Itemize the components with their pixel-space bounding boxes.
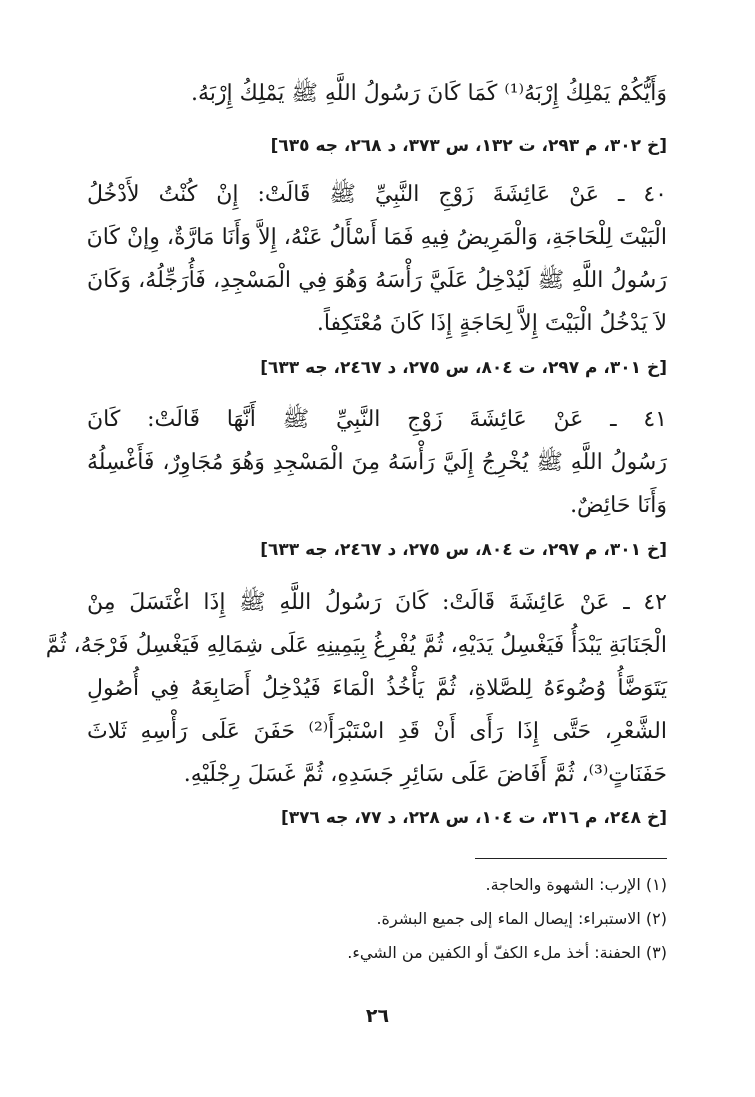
text-line: ٤٠ ـ عَنْ عَائِشَةَ زَوْجِ النَّبِيِّ ﷺ قَالَتْ: إِنْ كُنْتُ لأَدْخُلُ: [87, 182, 667, 207]
text-line: وَأَيُّكُمْ يَمْلِكُ إِرْبَهُ⁽¹⁾ كَمَا كَانَ رَسُولُ اللَّهِ ﷺ يَمْلِكُ إِرْبَهُ.: [191, 81, 667, 106]
footnote: (٢) الاستبراء: إيصال الماء إلى جميع البشرة.: [376, 909, 667, 928]
text-line: رَسُولُ اللَّهِ ﷺ يُخْرِجُ إِلَيَّ رَأْسَهُ مِنَ الْمَسْجِدِ وَهُوَ مُجَاوِرٌ، فَأَغْسِلُهُ: [87, 450, 667, 475]
footnote-divider: [475, 858, 667, 859]
text-line: الْبَيْتَ لِلْحَاجَةِ، وَالْمَرِيضُ فِيهِ فَمَا أَسْأَلُ عَنْهُ، إِلاَّ وَأَنَا مَارَّةٌ، وِإنْ كَانَ: [86, 225, 667, 250]
text-line: الشَّعْرِ، حَتَّى إِذَا رَأَى أَنْ قَدِ اسْتَبْرَأَ⁽²⁾ حَفَنَ عَلَى رَأْسِهِ ثَلاثَ: [87, 719, 667, 744]
footnote: (١) الإرب: الشهوة والحاجة.: [485, 875, 667, 894]
text-line: حَفَنَاتٍ⁽³⁾، ثُمَّ أَفَاضَ عَلَى سَائِرِ جَسَدِهِ، ثُمَّ غَسَلَ رِجْلَيْهِ.: [183, 762, 667, 787]
text-line: ٤١ ـ عَنْ عَائِشَةَ زَوْجِ النَّبِيِّ ﷺ أَنَّهَا قَالَتْ: كَانَ: [87, 407, 667, 432]
text-line: وَأَنَا حَائِضٌ.: [570, 493, 667, 518]
hadith-reference: [خ ٣٠١، م ٢٩٧، ت ٨٠٤، س ٢٧٥، د ٢٤٦٧، جه ٦٣٣]: [260, 540, 667, 560]
text-line: يَتَوَضَّأُ وُضُوءَهُ لِلصَّلاةِ، ثُمَّ يَأْخُذُ الْمَاءَ فَيُدْخِلُ أَصَابِعَهُ فِي أُصُولِ: [87, 676, 667, 701]
hadith-reference: [خ ٢٤٨، م ٣١٦، ت ١٠٤، س ٢٢٨، د ٧٧، جه ٣٧٦]: [280, 808, 667, 828]
text-line: رَسُولُ اللَّهِ ﷺ لَيُدْخِلُ عَلَيَّ رَأْسَهُ وَهُوَ فِي الْمَسْجِدِ، فَأُرَجِّلُهُ، وَكَانَ: [87, 268, 667, 293]
page-number: ٢٦: [365, 1005, 390, 1027]
hadith-reference: [خ ٣٠٢، م ٢٩٣، ت ١٣٢، س ٣٧٣، د ٢٦٨، جه ٦٣٥]: [270, 136, 667, 156]
text-line: لاَ يَدْخُلُ الْبَيْتَ إِلاَّ لِحَاجَةٍ إِذَا كَانَ مُعْتَكِفاً.: [316, 311, 667, 336]
hadith-reference: [خ ٣٠١، م ٢٩٧، ت ٨٠٤، س ٢٧٥، د ٢٤٦٧، جه ٦٣٣]: [260, 358, 667, 378]
text-line: الْجَنَابَةِ يَبْدَأُ فَيَغْسِلُ يَدَيْهِ، ثُمَّ يُفْرِغُ بِيَمِينِهِ عَلَى شِمَالِهِ فَيَغْسِلُ فَرْجَهُ، ثُمَّ: [45, 633, 667, 658]
footnote: (٣) الحفنة: أخذ ملء الكفّ أو الكفين من الشيء.: [347, 943, 667, 962]
text-line: ٤٢ ـ عَنْ عَائِشَةَ قَالَتْ: كَانَ رَسُولُ اللَّهِ ﷺ إِذَا اغْتَسَلَ مِنْ: [87, 590, 667, 615]
